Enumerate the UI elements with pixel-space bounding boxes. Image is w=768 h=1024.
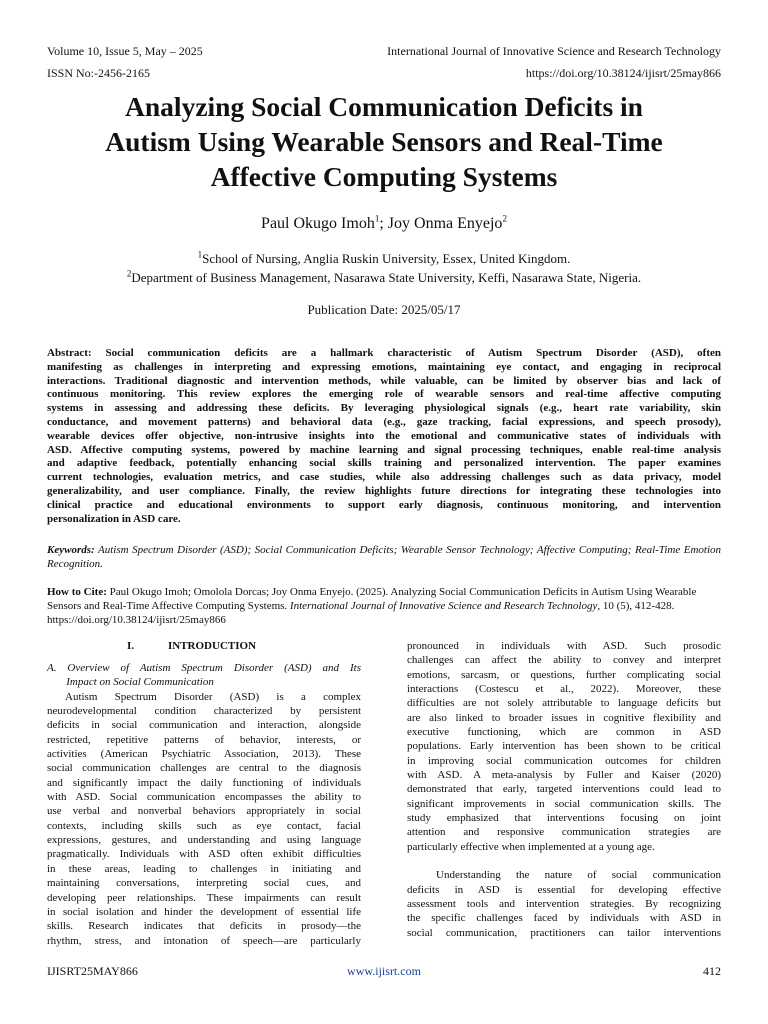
how-to-cite <box>47 585 721 627</box>
body-line: restricted, repetitive patterns of behavior, interests, or <box>47 733 361 746</box>
body-line: and significantly impact the daily functioning of individuals <box>47 776 361 789</box>
body-line: skills. Research indicates that deficits in prosody—the <box>47 920 361 933</box>
abstract-line: wearable devices offer objective, non-intrusive insights into the emotional and communicative states of individuals with <box>47 429 721 442</box>
body-line: study emphasized that interventions focusing on joint <box>407 812 721 825</box>
volume-issue: Volume 10, Issue 5, May – 2025 <box>47 44 203 58</box>
author-name: Paul Okugo Imoh <box>261 215 375 232</box>
abstract-line: interactions. Traditional diagnostic and intervention methods, while valuable, can be limited by observer bias and lack of <box>47 374 721 387</box>
body-line: in social isolation and hinder the development of essential life <box>47 905 361 918</box>
title-line: Analyzing Social Communication Deficits in <box>125 91 643 122</box>
body-line: neurodevelopmental condition characterized by persistent <box>47 705 361 718</box>
citation-tail: , 10 (5), 412-428. https://doi.org/10.38124/ijisrt/25may866 <box>47 600 675 626</box>
body-line: pragmatically. Individuals with ASD often exhibit difficulties <box>47 848 361 861</box>
left-column <box>47 639 361 948</box>
body-line: activities (American Psychiatric Association, 2013). These <box>47 748 361 761</box>
article-id: IJISRT25MAY866 <box>47 964 138 978</box>
section-title: INTRODUCTION <box>168 640 257 652</box>
body-line: attention and responsive communication strategies are <box>407 826 721 839</box>
body-line: in these areas, leading to challenges in initiating and <box>47 862 361 875</box>
affiliation-text: Department of Business Management, Nasarawa State University, Keffi, Nasarawa State, Nigeria. <box>131 270 642 285</box>
body-line: difficulties are not solely attributable to language deficits but <box>407 697 721 710</box>
section-number: I. <box>127 640 135 652</box>
body-line: challenges can affect the ability to convey and interpret <box>407 654 721 667</box>
body-line: maintaining conversations, interpreting social cues, and <box>47 877 361 890</box>
affiliation-sup: 1 <box>197 249 203 260</box>
page-number: 412 <box>703 964 721 978</box>
body-line: the specific challenges faced by individuals with ASD in <box>407 912 721 925</box>
body-line: expressions, gestures, and understanding and using language <box>47 834 361 847</box>
abstract-line: manifesting as challenges in interpreting and expressing emotions, maintaining eye contact, and engaging in reciprocal <box>47 360 721 373</box>
abstract-line: continuous monitoring. This review explores the emerging role of wearable sensors and real-time affective computing <box>47 388 721 401</box>
body-line: social communication challenges are central to the diagnosis <box>47 762 361 775</box>
body-line: in improving social communication outcomes for children <box>407 754 721 767</box>
subsection-heading: Impact on Social Communication <box>47 676 214 689</box>
author-sup: 2 <box>502 213 507 224</box>
section-heading <box>47 639 361 655</box>
body-line: developing peer relationships. These impairments can result <box>47 891 361 904</box>
body-line: assessment tools and intervention strategies. By recognizing <box>407 897 721 910</box>
affiliations <box>0 249 768 287</box>
affiliation <box>0 249 768 268</box>
paper-title <box>40 89 728 194</box>
body-line: particularly effective when implemented at a young age. <box>407 840 655 853</box>
author-list <box>0 214 768 234</box>
journal-name: International Journal of Innovative Science and Research Technology <box>387 44 721 58</box>
body-line: deficits in social communication and interaction, alongside <box>47 719 361 732</box>
right-column <box>407 639 721 940</box>
issn: ISSN No:-2456-2165 <box>47 66 151 80</box>
body-line: populations. Early intervention has been shown to be critical <box>407 740 721 753</box>
abstract-line: clinical practice and educational environments to support early diagnosis, continuous monitoring, and intervention <box>47 498 721 511</box>
keywords-label: Keywords: <box>47 544 95 556</box>
body-line: Understanding the nature of social communication <box>436 869 721 882</box>
keywords <box>47 543 721 571</box>
body-line: significant improvements in social communication skills. The <box>407 797 721 810</box>
body-line: executive functioning, which are common in ASD <box>407 726 721 739</box>
body-line: social communication, practitioners can tailor interventions <box>407 926 721 939</box>
keywords-text: Autism Spectrum Disorder (ASD); Social Communication Deficits; Wearable Sensor Technology; Affective Computing; Real-Time Emotion Recognition. <box>47 544 721 570</box>
site-link[interactable]: www.ijisrt.com <box>347 964 421 978</box>
citation-text: Paul Okugo Imoh; Omolola Dorcas; Joy Onma Enyejo. (2025). Analyzing Social Communication Deficits in Autism Using Wearable Sensors and Real-Time Affective Computing Systems. <box>47 586 697 612</box>
body-line: with ASD. A meta-analysis by Fuller and Kaiser (2020) <box>407 769 721 782</box>
body-line: pronounced in individuals with ASD. Such prosodic <box>407 640 721 652</box>
abstract-line: generalizability, and user compliance. Finally, the review highlights future directions for integrating these technologies into <box>47 484 721 497</box>
subsection-heading: A. Overview of Autism Spectrum Disorder (ASD) and Its <box>47 662 361 674</box>
body-line: use verbal and nonverbal behaviors appropriately in social <box>47 805 361 818</box>
body-line: are also linked to broader issues in cognitive flexibility and <box>407 711 721 724</box>
author-sup: 1 <box>374 213 380 224</box>
body-line: emotions, sarcasm, or questions, further complicating social <box>407 668 721 681</box>
body-line: Autism Spectrum Disorder (ASD) is a complex <box>65 690 361 703</box>
body-line: rhythm, stress, and intonation of speech—are particularly <box>47 934 361 947</box>
title-line: Autism Using Wearable Sensors and Real-Time <box>105 126 663 157</box>
affiliation-text: School of Nursing, Anglia Ruskin University, Essex, United Kingdom. <box>202 251 571 266</box>
affiliation <box>0 268 768 287</box>
abstract-line: and adaptive feedback, potentially enhancing social skills training and personalized intervention. The paper examines <box>47 457 721 470</box>
doi-link[interactable]: https://doi.org/10.38124/ijisrt/25may866 <box>525 66 721 80</box>
publication-date: Publication Date: 2025/05/17 <box>307 302 461 317</box>
abstract-line: ASD. Affective computing systems, powered by machine learning and signal processing techniques, enable real-time analysis <box>47 443 721 456</box>
body-line: with ASD. Social communication encompasses the ability to <box>47 791 361 804</box>
body-line: deficits in ASD is essential for developing effective <box>407 883 721 896</box>
abstract-line: systems in assessing and addressing these deficits. By leveraging physiological signals (e.g., heart rate variability, skin <box>47 402 721 415</box>
how-to-cite-label: How to Cite: <box>47 586 107 598</box>
citation-journal: International Journal of Innovative Science and Research Technology <box>289 600 598 612</box>
affiliation-sup: 2 <box>126 268 132 279</box>
abstract-line: Abstract: Social communication deficits are a hallmark characteristic of Autism Spectrum Disorder (ASD), often <box>47 347 721 359</box>
abstract-line: personalization in ASD care. <box>47 512 181 525</box>
author-separator: ; <box>379 215 388 232</box>
abstract-line: conductance, and movement patterns) and behavioral data (e.g., gaze tracking, facial expressions, and speech prosody), <box>47 415 721 428</box>
title-line: Affective Computing Systems <box>210 161 558 192</box>
body-line: interactions (Costescu et al., 2022). Moreover, these <box>407 683 721 696</box>
abstract-line: current technologies, evaluation metrics, and case studies, while also addressing challenges such as data privacy, model <box>47 471 721 484</box>
abstract <box>47 347 721 526</box>
paragraph-gap <box>407 854 721 868</box>
body-line: demonstrated that early, targeted interventions could lead to <box>407 783 721 796</box>
author-name: Joy Onma Enyejo <box>387 215 503 232</box>
body-line: contexts, including skills such as eye contact, facial <box>47 819 361 832</box>
